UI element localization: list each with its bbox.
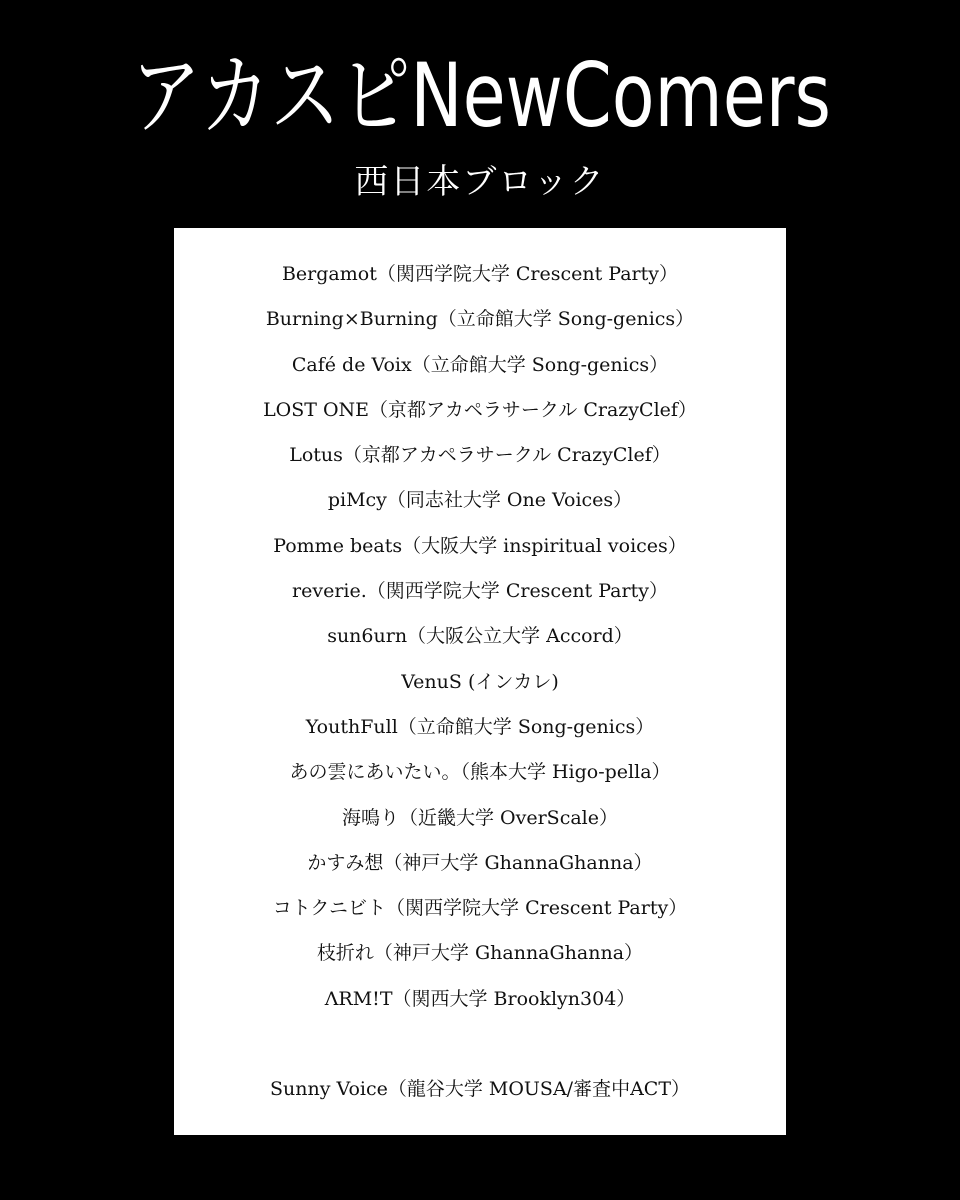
lineup-item: Café de Voix（立命館大学 Song-genics）	[291, 353, 669, 376]
lineup-panel	[174, 228, 786, 1135]
lineup-item: Pomme beats（大阪大学 inspiritual voices）	[273, 534, 687, 557]
lineup-item: YouthFull（立命館大学 Song-genics）	[305, 715, 655, 738]
event-logo-text: アカスピNewComers	[131, 44, 831, 147]
lineup-item: ΛRM!T（関西大学 Brooklyn304）	[324, 987, 636, 1010]
event-logo-wordmark	[130, 44, 832, 147]
lineup-item: reverie.（関西学院大学 Crescent Party）	[292, 580, 668, 603]
lineup-item: かすみ想（神戸大学 GhannaGhanna）	[307, 851, 653, 874]
lineup-item: コトクニビト（関西学院大学 Crescent Party）	[272, 897, 688, 920]
lineup-list	[174, 258, 786, 1028]
lineup-item: piMcy（同志社大学 One Voices）	[327, 489, 633, 512]
block-subtitle: 西日本ブロック	[354, 162, 606, 202]
lineup-item: Bergamot（関西学院大学 Crescent Party）	[281, 263, 679, 285]
header	[0, 0, 960, 228]
lineup-item: sun6urn（大阪公立大学 Accord）	[327, 625, 633, 648]
lineup-item: Burning×Burning（立命館大学 Song-genics）	[265, 308, 695, 331]
lineup-item: あの雲にあいたい。（熊本大学 Higo-pella）	[289, 761, 671, 784]
lineup-item: Lotus（京都アカペラサークル CrazyClef）	[289, 444, 671, 467]
event-logo	[130, 44, 832, 147]
lineup-item: LOST ONE（京都アカペラサークル CrazyClef）	[263, 398, 697, 421]
lineup-item: 枝折れ（神戸大学 GhannaGhanna）	[316, 942, 644, 965]
featured-act: Sunny Voice（龍谷大学 MOUSA/審査中ACT）	[269, 1078, 691, 1100]
lineup-item: 海鳴り（近畿大学 OverScale）	[342, 806, 618, 829]
lineup-item: VenuS (インカレ)	[401, 670, 559, 693]
